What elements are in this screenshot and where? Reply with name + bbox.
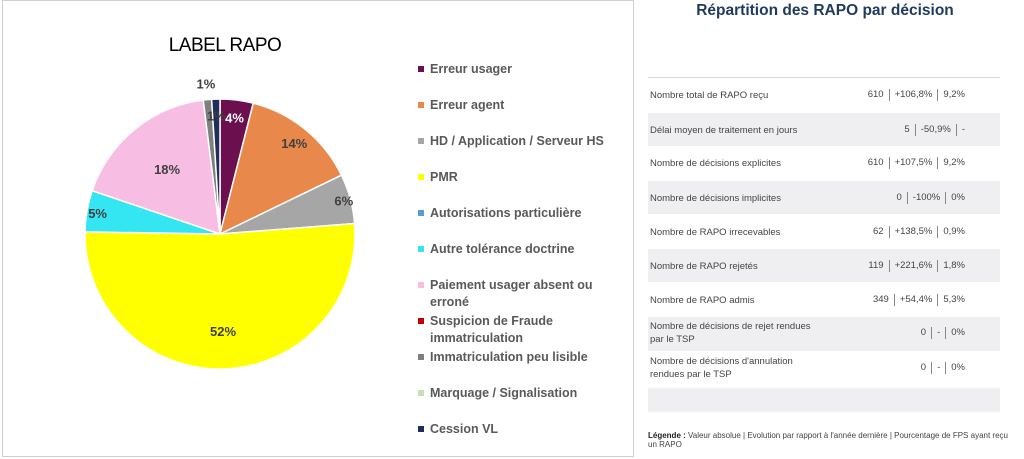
slice-data-label: 52% [210,324,237,340]
row-label: Nombre de décisions explicites [650,158,781,169]
row-values [916,362,970,374]
row-values [863,89,970,101]
legend-label: Erreur usager [430,62,512,76]
legend-label: Cession VL [430,422,499,436]
absolute-value: 0 [892,192,908,204]
table-row [648,352,1000,386]
slice-data-label: 14% [281,135,308,151]
chart-title: LABEL RAPO [168,35,282,56]
absolute-value: 0 [916,362,932,374]
absolute-value: 610 [863,89,890,101]
row-label: Nombre total de RAPO reçu [650,90,769,101]
pie-slice-pmr [85,224,355,369]
legend-label: Immatriculation peu lisible [430,350,588,364]
table-row [648,249,1000,282]
table-row [648,113,1000,146]
legend-label: Marquage / Signalisation [430,386,578,400]
row-label: Nombre de décisions de rejet rendues par le TSP [650,321,811,345]
legend-swatch [418,390,424,396]
legend-label: Paiement usager absent ou erroné [430,278,593,309]
fps-percentage: 0% [951,362,965,373]
absolute-value: 349 [868,294,895,306]
slice-data-label: 1% [206,108,226,124]
table-row [648,215,1000,248]
table-footer-spacer [648,388,1000,412]
row-label: Nombre de RAPO irrecevables [650,227,781,238]
table-row [648,146,1000,179]
yearly-evolution: +221,6% [890,260,939,272]
yearly-evolution: +138,5% [890,226,939,238]
row-values [863,260,970,272]
legend-swatch [418,282,424,288]
legend-label: PMR [430,170,458,184]
absolute-value: 610 [863,157,890,169]
absolute-value: 5 [899,124,915,136]
table-row [648,283,1000,316]
slice-data-label: 4% [225,110,244,126]
row-label: Nombre de RAPO rejetés [650,261,758,272]
row-values [868,226,970,238]
row-values [892,192,971,204]
yearly-evolution: +107,5% [890,157,939,169]
row-values [899,124,970,136]
table-row [648,78,1000,110]
legend-label: Autre tolérance doctrine [430,242,575,256]
row-label: Délai moyen de traitement en jours [650,125,798,136]
table-title: Répartition des RAPO par décision [696,2,954,19]
legend-swatch [418,174,424,180]
legend-swatch [418,246,424,252]
yearly-evolution: -100% [908,192,946,204]
legend-swatch [418,354,424,360]
legend-label: Suspicion de Fraude immatriculation [430,314,553,345]
fps-percentage: 5,3% [943,294,965,305]
fps-percentage: 0% [951,327,965,338]
legend-swatch [418,426,424,432]
legend-label: Erreur agent [430,98,505,112]
row-values [916,327,970,339]
legend-swatch [418,102,424,108]
row-values [863,157,970,169]
table-top-divider [648,77,1000,78]
table-row [648,317,1000,351]
row-label: Nombre de RAPO admis [650,295,755,306]
slice-data-label: 18% [154,162,181,178]
pie-chart-panel [2,0,634,457]
fps-percentage: 0% [951,192,965,203]
yearly-evolution: +54,4% [895,294,939,306]
fps-percentage: 0,9% [943,226,965,237]
row-values [868,294,970,306]
row-label: Nombre de décisions implicites [650,193,781,204]
yearly-evolution: -50,9% [916,124,957,136]
yearly-evolution: - [932,362,946,374]
slice-data-label: 6% [334,193,354,209]
stats-table-panel [640,0,1024,459]
yearly-evolution: +106,8% [890,89,939,101]
legend-swatch [418,66,424,72]
table-row [648,181,1000,214]
fps-percentage: - [961,124,965,135]
legend-prefix: Légende : [648,431,686,440]
legend-swatch [418,210,424,216]
legend-label: Autorisations particulière [430,206,582,220]
fps-percentage: 9,2% [943,157,965,168]
yearly-evolution: - [932,327,946,339]
legend-swatch [418,138,424,144]
legend-label: HD / Application / Serveur HS [430,134,604,148]
legend-swatch [418,318,424,324]
legend-text: Valeur absolue | Evolution par rapport à l'année dernière | Pourcentage de FPS ayant reçu un RAPO [648,431,1008,449]
fps-percentage: 9,2% [943,89,965,100]
slice-data-label: 5% [88,205,108,221]
slice-data-label: 1% [196,76,216,92]
absolute-value: 119 [863,260,889,272]
table-legend-note [648,431,1018,449]
absolute-value: 62 [868,226,890,238]
fps-percentage: 1,8% [943,260,965,271]
row-label: Nombre de décisions d'annulation rendues par le TSP [650,356,793,380]
absolute-value: 0 [916,327,932,339]
